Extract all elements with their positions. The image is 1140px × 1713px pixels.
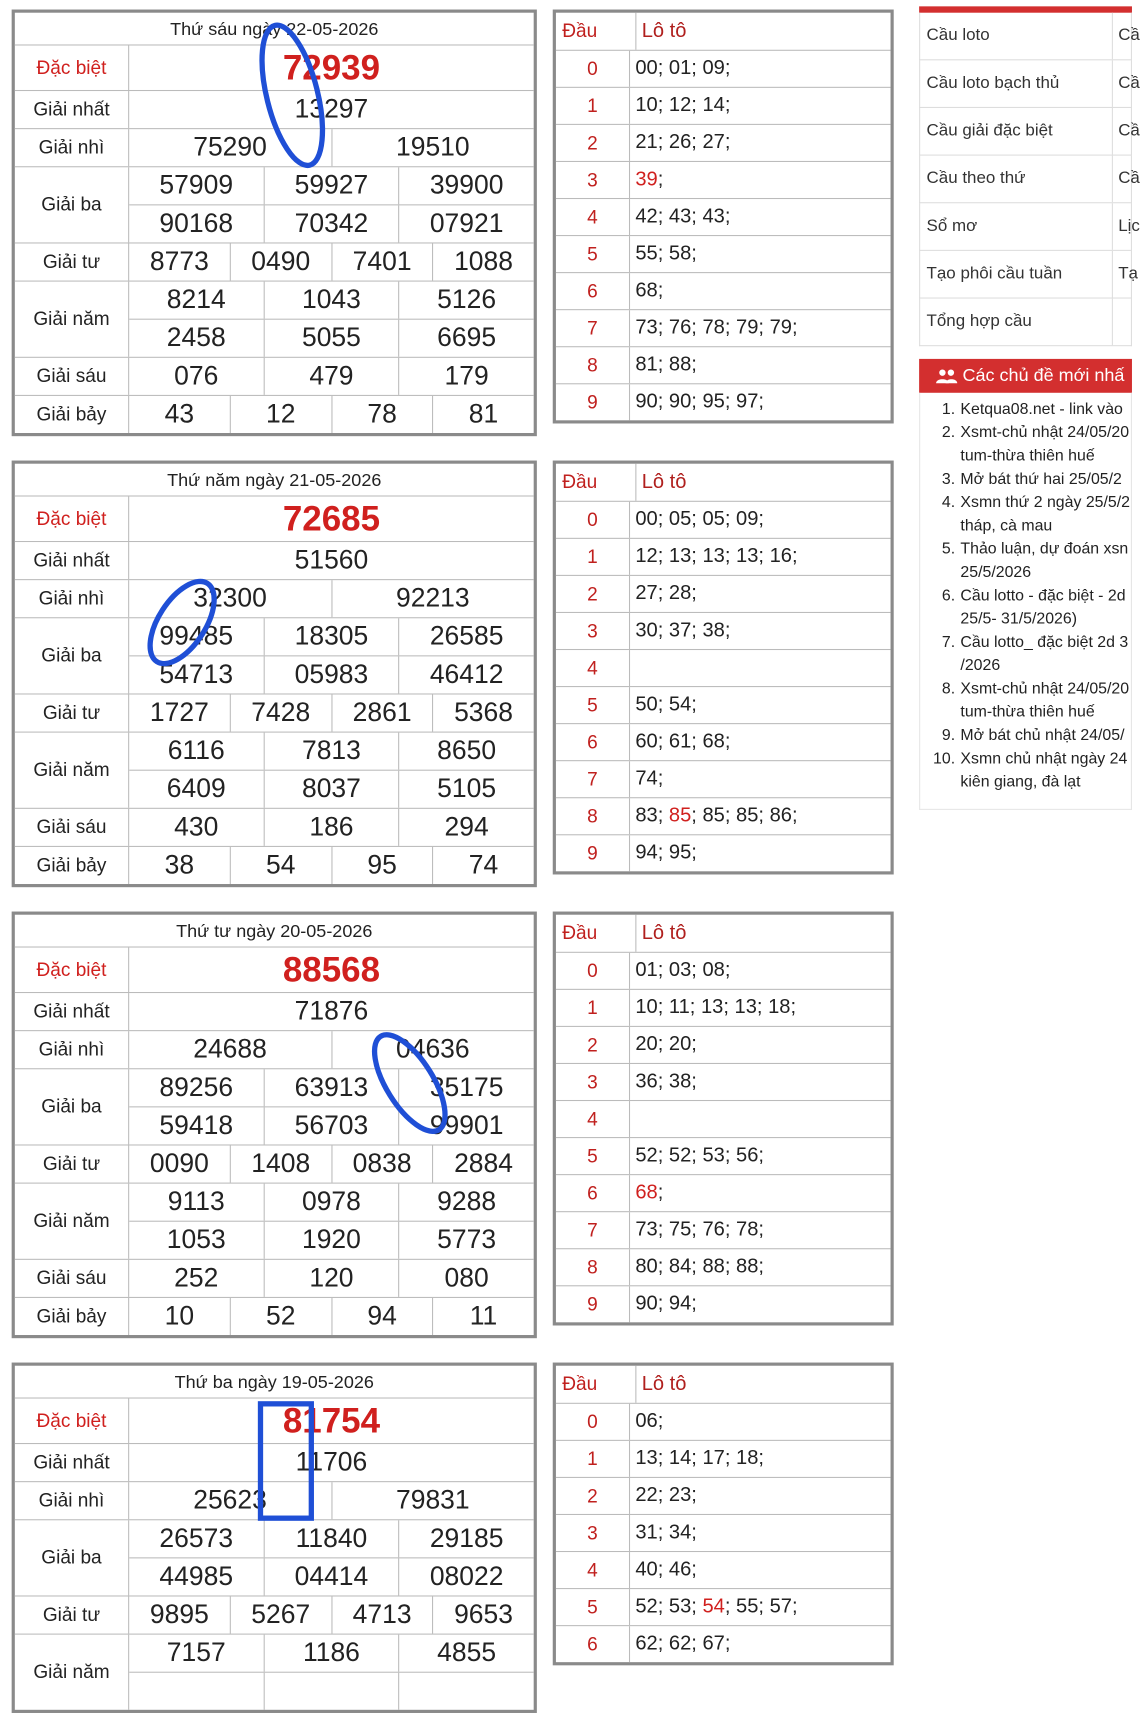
prize-number: 44985 [159,1561,234,1592]
loto-head-digit: 1 [556,539,630,575]
prize-number: 1088 [432,244,533,281]
loto-head-digit: 8 [556,347,630,383]
prize-number: 8650 [399,733,534,770]
loto-head-digit: 9 [556,835,630,871]
prize-number: 186 [263,809,398,846]
prize-label: Giải nhất [15,91,129,128]
loto-head-digit: 5 [556,1589,630,1625]
prize-label: Giải bảy [15,1298,129,1335]
prize-label: Đặc biệt [15,948,129,992]
draw-date-title: Thứ năm ngày 21-05-2026 [15,464,534,497]
prize-label: Đặc biệt [15,1399,129,1443]
sidebar-link-secondary[interactable]: Tạ [1118,264,1138,283]
prize-number: 5773 [399,1222,534,1259]
loto-text: 60; 61; 68; [635,730,731,753]
prize-number: 72685 [282,498,381,538]
prize-number: 12 [230,396,331,433]
prize-number: 04636 [331,1031,534,1068]
topic-number: 5. [941,539,956,558]
loto-head-digit: 0 [556,51,630,87]
topic-number: 9. [941,726,956,745]
loto-text: 12; 13; 13; 13; 16; [635,545,798,568]
loto-text: 94; 95; [635,841,697,864]
prize-number: 7813 [263,733,398,770]
prize-label: Đặc biệt [15,497,129,541]
prize-number: 24688 [193,1034,267,1064]
prize-number: 04414 [263,1558,398,1595]
loto-head-digit: 0 [556,953,630,989]
topic-link[interactable]: Xsmn thứ 2 ngày 25/5/2 tháp, cà mau [960,493,1130,535]
prize-label: Giải ba [15,618,129,693]
loto-text: 40; 46; [635,1558,697,1581]
prize-number: 11840 [263,1520,398,1557]
prize-number: 54713 [159,659,234,690]
draw-date-title: Thứ tư ngày 20-05-2026 [15,915,534,948]
draw-date-title: Thứ ba ngày 19-05-2026 [15,1366,534,1399]
prize-label: Giải bảy [15,847,129,884]
loto-head-digit: 1 [556,1441,630,1477]
topic-link[interactable]: Xsmn chủ nhật ngày 24 kiên giang, đà lạt [960,749,1128,791]
topic-number: 1. [941,400,956,419]
loto-head-digit: 4 [556,1101,630,1137]
prize-number: 5267 [230,1597,331,1634]
prize-number: 5126 [399,282,534,319]
loto-highlight: 39 [635,168,658,191]
loto-text: 21; 26; 27; [635,131,731,154]
prize-label: Giải năm [15,1184,129,1259]
prize-number: 05983 [263,656,398,693]
prize-number: 5055 [263,320,398,357]
prize-number: 59418 [159,1110,234,1141]
prize-number: 57909 [159,170,234,201]
prize-number: 252 [174,1263,219,1293]
prize-number: 56703 [263,1107,398,1144]
prize-label: Giải sáu [15,809,129,846]
prize-label: Giải sáu [15,1260,129,1297]
prize-number: 0978 [263,1184,398,1221]
loto-head-digit: 6 [556,273,630,309]
loto-text: 22; 23; [635,1484,697,1507]
prize-number: 74 [432,847,533,884]
prize-number: 7157 [166,1637,226,1668]
prize-number: 29185 [399,1520,534,1557]
prize-number: 7401 [331,244,432,281]
prize-number: 52 [230,1298,331,1335]
prize-number: 71876 [294,996,369,1026]
prize-number: 0490 [230,244,331,281]
prize-number: 1043 [263,282,398,319]
prize-number: 72939 [282,47,381,87]
loto-head-digit: 5 [556,1138,630,1174]
loto-text: 30; 37; 38; [635,619,731,642]
prize-number [263,1673,398,1710]
loto-head-digit: 6 [556,1626,630,1662]
loto-head-digit: 3 [556,1515,630,1551]
loto-text: 90; 90; 95; 97; [635,390,764,413]
loto-head-digit: 3 [556,162,630,198]
loto-head-digit: 2 [556,576,630,612]
loto-text: ; 85; 85; 86; [691,804,798,827]
loto-header-dau: Đầu [556,13,636,50]
prize-label: Giải ba [15,167,129,242]
prize-number: 11 [432,1298,533,1335]
sidebar-link-secondary[interactable]: Lịc [1118,217,1140,236]
prize-number: 99901 [399,1107,534,1144]
loto-text: 13; 14; 17; 18; [635,1447,764,1470]
loto-text: 90; 94; [635,1292,697,1315]
prize-number: 4855 [399,1635,534,1672]
loto-head-digit: 4 [556,199,630,235]
loto-head-digit: 6 [556,1175,630,1211]
annotation-circle-3 [361,1024,459,1142]
prize-number: 9113 [167,1186,225,1217]
loto-text: 52; 52; 53; 56; [635,1144,764,1167]
prize-number: 26573 [159,1523,234,1554]
prize-number: 95 [331,847,432,884]
loto-text: 27; 28; [635,582,697,605]
loto-head-digit: 6 [556,724,630,760]
loto-header-loto: Lô tô [641,470,687,493]
prize-number [399,1673,534,1710]
loto-text: ; [657,168,664,191]
loto-text: 52; 53; [635,1595,703,1618]
prize-number: 1920 [263,1222,398,1259]
prize-label: Giải năm [15,733,129,808]
loto-text: 74; [635,767,664,790]
topic-link[interactable]: Ketqua08.net - link vào [960,400,1123,419]
loto-head-digit: 0 [556,502,630,538]
loto-highlight: 54 [702,1595,725,1618]
prize-number: 07921 [399,205,534,242]
loto-text: 10; 12; 14; [635,94,731,117]
loto-text: ; [657,1181,664,1204]
prize-number: 430 [174,812,219,842]
prize-number: 18305 [263,618,398,655]
loto-head-digit: 1 [556,990,630,1026]
topic-link[interactable]: Xsmt-chủ nhật 24/05/20 tum-thừa thiên huế [960,423,1130,465]
topic-number: 3. [941,470,956,489]
draw-date-title: Thứ sáu ngày 22-05-2026 [15,13,534,46]
prize-number: 81 [432,396,533,433]
prize-number: 79831 [331,1482,534,1519]
prize-number: 4713 [331,1597,432,1634]
annotation-box-4 [260,1404,311,1518]
loto-text: 81; 88; [635,353,697,376]
annotation-circle-1 [250,19,334,171]
loto-text: 20; 20; [635,1033,697,1056]
loto-head-digit: 8 [556,1249,630,1285]
latest-topics-title: Các chủ đề mới nhấ [962,365,1125,386]
loto-text: 06; [635,1410,664,1433]
loto-head-digit: 9 [556,1286,630,1322]
loto-header-dau: Đầu [556,464,636,501]
prize-label: Giải nhất [15,1444,129,1481]
prize-number: 2861 [331,695,432,732]
prize-number: 2884 [432,1146,533,1183]
loto-head-digit: 4 [556,1552,630,1588]
loto-text: 50; 54; [635,693,697,716]
prize-label: Giải nhì [15,1031,129,1068]
loto-head-digit: 5 [556,687,630,723]
prize-number: 6695 [399,320,534,357]
prize-number: 9895 [149,1599,209,1630]
prize-number: 8037 [263,771,398,808]
prize-number: 59927 [263,167,398,204]
prize-number: 43 [164,399,195,429]
loto-text: ; 55; 57; [724,1595,798,1618]
prize-number: 81754 [282,1400,381,1440]
loto-text: 73; 75; 76; 78; [635,1218,764,1241]
topic-link[interactable]: Xsmt-chủ nhật 24/05/20 tum-thừa thiên huế [960,679,1130,721]
prize-number: 89256 [159,1072,234,1103]
loto-head-digit: 9 [556,384,630,420]
loto-highlight: 85 [668,804,692,827]
prize-number: 6409 [166,773,226,804]
loto-header-loto: Lô tô [641,19,687,42]
prize-label: Giải nhất [15,542,129,579]
loto-header-dau: Đầu [556,915,636,952]
loto-text: 83; [635,804,669,827]
sidebar-link[interactable]: Sổ mơ [920,203,1113,250]
prize-number: 26585 [399,618,534,655]
prize-number: 10 [164,1301,195,1331]
loto-head-digit: 7 [556,310,630,346]
loto-text: 36; 38; [635,1070,697,1093]
loto-head-digit: 8 [556,798,630,834]
prize-label: Giải ba [15,1069,129,1144]
loto-head-digit: 3 [556,1064,630,1100]
prize-number: 25623 [193,1485,267,1515]
prize-number: 294 [399,809,534,846]
prize-number: 99485 [159,621,234,652]
prize-number: 11706 [295,1447,368,1477]
prize-number: 9288 [399,1184,534,1221]
topic-number: 2. [941,423,956,442]
prize-number: 13297 [294,94,369,124]
topic-number: 7. [941,633,956,652]
loto-highlight: 68 [635,1181,658,1204]
topic-number: 10. [933,749,956,768]
loto-text: 73; 76; 78; 79; 79; [635,316,798,339]
prize-number: 479 [263,358,398,395]
sidebar-link[interactable]: Cầu loto [920,13,1113,60]
sidebar-link-secondary[interactable]: Cầ [1118,26,1140,45]
prize-label: Giải nhì [15,580,129,617]
prize-number: 080 [399,1260,534,1297]
loto-text: 00; 01; 09; [635,57,731,80]
loto-head-digit: 5 [556,236,630,272]
topic-link[interactable]: Mở bát chủ nhật 24/05/ [960,726,1125,745]
topic-link[interactable]: Thảo luận, dự đoán xsn 25/5/2026 [960,539,1129,582]
loto-text: 00; 05; 05; 09; [635,508,764,531]
prize-number: 75290 [193,132,267,162]
sidebar-link[interactable]: Tổng hợp cầu [920,299,1113,346]
loto-text: 62; 62; 67; [635,1632,731,1655]
prize-line [129,1672,533,1710]
loto-head-digit: 2 [556,1027,630,1063]
prize-label: Giải năm [15,282,129,357]
loto-head-digit: 0 [556,1404,630,1440]
sidebar-link-secondary[interactable]: Cầ [1118,121,1140,140]
sidebar-link[interactable]: Cầu theo thứ [920,156,1113,203]
loto-head-digit: 1 [556,88,630,124]
prize-label: Giải tư [15,695,129,732]
prize-number: 0838 [331,1146,432,1183]
prize-label: Giải nhì [15,129,129,166]
sidebar-link[interactable]: Cầu loto bạch thủ [920,60,1113,107]
prize-number: 08022 [399,1558,534,1595]
prize-number: 19510 [331,129,534,166]
prize-number: 1727 [149,697,209,728]
prize-number: 7428 [230,695,331,732]
prize-number: 0090 [149,1148,209,1179]
prize-number: 38 [164,850,195,880]
prize-number: 5105 [399,771,534,808]
prize-number: 54 [230,847,331,884]
loto-text: 31; 34; [635,1521,697,1544]
prize-number: 076 [174,361,219,391]
topic-link[interactable]: Cầu lotto - đặc biệt - 2d 25/5- 31/5/2026) [960,586,1126,628]
loto-text: 55; 58; [635,242,697,265]
prize-number: 1186 [263,1635,398,1672]
loto-head-digit: 3 [556,613,630,649]
prize-number: 94 [331,1298,432,1335]
prize-number: 9653 [432,1597,533,1634]
prize-label: Giải tư [15,1146,129,1183]
prize-number: 2458 [166,322,226,353]
prize-number: 179 [399,358,534,395]
prize-number: 78 [331,396,432,433]
loto-head-digit: 7 [556,761,630,797]
topic-number: 6. [941,586,956,605]
prize-number [129,1673,263,1710]
loto-text: 10; 11; 13; 13; 18; [635,996,797,1019]
prize-number: 5368 [432,695,533,732]
prize-number: 1053 [166,1224,226,1255]
loto-text: 80; 84; 88; 88; [635,1255,764,1278]
prize-label: Giải tư [15,1597,129,1634]
prize-number: 35175 [399,1069,534,1106]
prize-number: 88568 [282,949,381,989]
topic-link[interactable]: Mở bát thứ hai 25/05/2 [960,470,1122,489]
prize-number: 63913 [263,1069,398,1106]
prize-label: Giải năm [15,1635,129,1710]
loto-header-loto: Lô tô [641,921,687,944]
topic-number: 8. [941,679,956,698]
loto-head-digit: 7 [556,1212,630,1248]
sidebar-link-secondary[interactable]: Cầ [1118,169,1140,188]
prize-number: 39900 [399,167,534,204]
prize-number: 51560 [294,545,369,575]
prize-number: 8773 [149,246,209,277]
topic-link[interactable]: Cầu lotto_ đặc biệt 2d 3 /2026 [960,633,1129,675]
prize-number: 46412 [399,656,534,693]
topic-number: 4. [941,493,956,512]
loto-text: 68; [635,279,664,302]
loto-text: 42; 43; 43; [635,205,731,228]
prize-label: Giải nhì [15,1482,129,1519]
prize-number: 90168 [159,208,234,239]
prize-number: 70342 [263,205,398,242]
prize-number: 120 [263,1260,398,1297]
prize-number: 1408 [230,1146,331,1183]
loto-head-digit: 2 [556,125,630,161]
prize-label: Giải bảy [15,396,129,433]
loto-header-dau: Đầu [556,1366,636,1403]
prize-number: 92213 [331,580,534,617]
prize-number: 8214 [166,284,226,315]
prize-number: 32300 [193,583,267,613]
sidebar-link[interactable]: Cầu giải đặc biệt [920,108,1113,155]
sidebar-link[interactable]: Tạo phôi cầu tuần [920,251,1113,298]
annotation-circle-2 [137,571,227,675]
prize-label: Đặc biệt [15,46,129,90]
sidebar-link-secondary[interactable]: Cầ [1118,74,1140,93]
loto-text: 01; 03; 08; [635,959,731,982]
loto-head-digit: 2 [556,1478,630,1514]
prize-label: Giải ba [15,1520,129,1595]
prize-label: Giải tư [15,244,129,281]
loto-header-loto: Lô tô [641,1372,687,1395]
prize-label: Giải nhất [15,993,129,1030]
prize-number: 6116 [167,735,225,766]
prize-label: Giải sáu [15,358,129,395]
loto-head-digit: 4 [556,650,630,686]
